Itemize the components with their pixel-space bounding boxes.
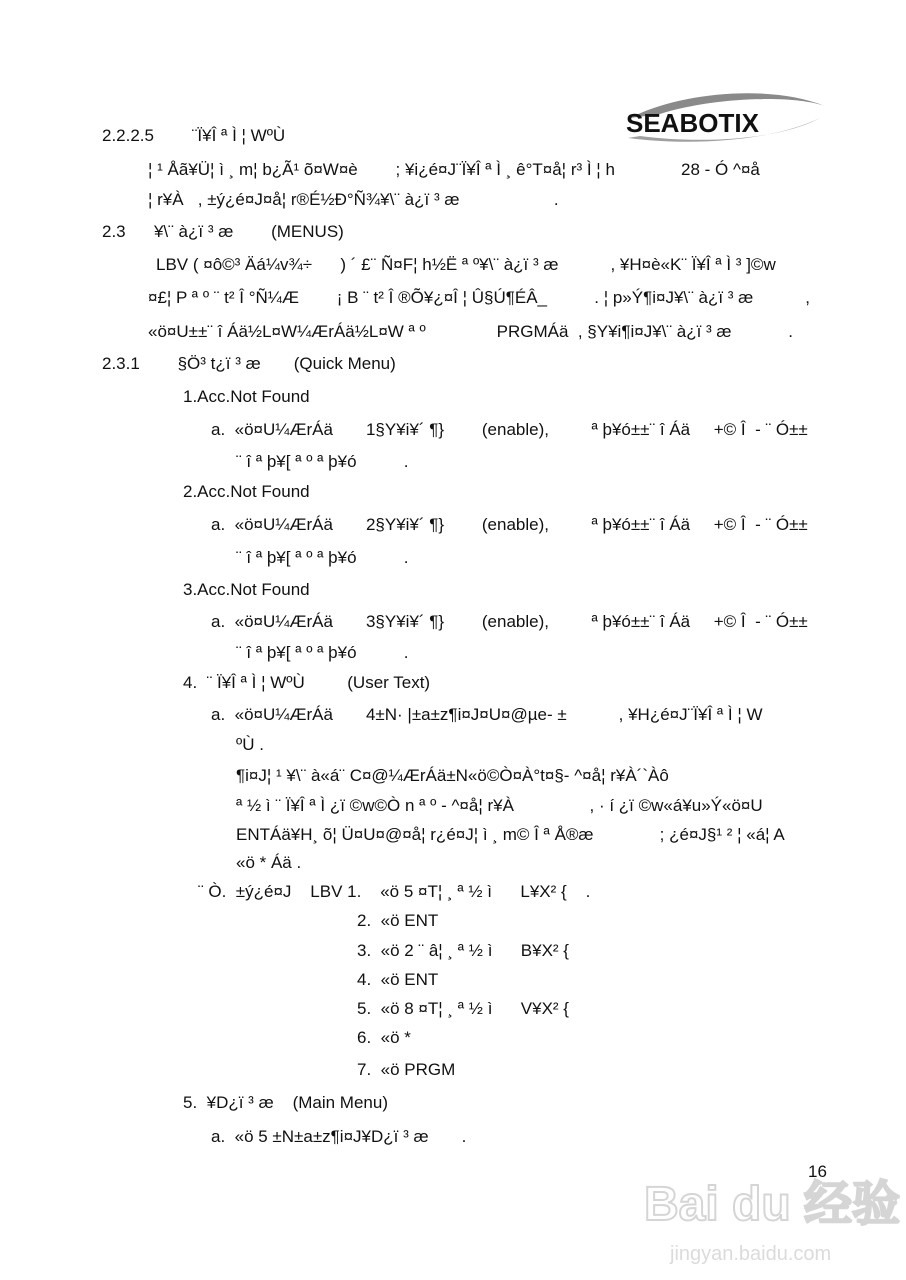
list-item: ºÙ . <box>236 735 264 754</box>
list-item: ¨ î ª þ¥[ ª º ª þ¥ó . <box>236 548 409 567</box>
svg-text:Bai du 经验: Bai du 经验 <box>644 1178 901 1231</box>
page-number: 16 <box>808 1162 827 1181</box>
paragraph-line: «ö¤U±±¨ î Áä½L¤W¼ÆrÁä½L¤W ª º PRGMÁä , §Y¥i¶i¤J¥\¨ à¿ï ³ æ . <box>148 322 793 341</box>
list-item: a. «ö¤U¼ÆrÁä 3§Y¥i¥´ ¶} (enable), ª þ¥ó±±¨ î Áä +© Î - ¨ Ó±± <box>211 612 808 631</box>
svg-text:jingyan.baidu.com: jingyan.baidu.com <box>670 1243 832 1265</box>
baidu-watermark <box>640 1158 901 1268</box>
paragraph-line: LBV ( ¤ô©³ Äá¼v¾÷ ) ´ £¨ Ñ¤F¦ h½Ë ª º¥\¨ à¿ï ³ æ , ¥H¤è«K¨ Ï¥Î ª Ì ³ ]©w <box>156 255 776 274</box>
example-step: 4. «ö ENT <box>357 970 439 989</box>
paragraph-line: ¦ r¥À , ±ý¿é¤J¤å¦ r®É½Ð°Ñ¾¥\¨ à¿ï ³ æ . <box>148 190 559 209</box>
list-item: a. «ö¤U¼ÆrÁä 4±N· |±a±z¶i¤J¤U¤@µe- ± , ¥H¿é¤J¨Ï¥Î ª Ì ¦ W <box>211 705 763 724</box>
list-item: a. «ö¤U¼ÆrÁä 2§Y¥i¥´ ¶} (enable), ª þ¥ó±±¨ î Áä +© Î - ¨ Ó±± <box>211 515 808 534</box>
paragraph-line: ¤£¦ P ª º ¨ t² Î °Ñ¼Æ ¡ B ¨ t² Î ®Õ¥¿¤Î ¦ Û§Ú¶ÉÂ_ . ¦ p»Ý¶i¤J¥\¨ à¿ï ³ æ , <box>148 288 810 307</box>
seabotix-logo <box>620 88 830 148</box>
example-step: 3. «ö 2 ¨ â¦ ¸ ª ½ ì B¥X² { <box>357 941 569 960</box>
example-line: ¨ Ò. ±ý¿é¤J LBV 1. «ö 5 ¤T¦ ¸ ª ½ ì L¥X² { . <box>198 882 591 901</box>
svg-text:SEABOTIX: SEABOTIX <box>626 108 759 138</box>
list-item: ¶i¤J¦ ¹ ¥\¨ à«á¨ C¤@¼ÆrÁä±N«ö©Ò¤À°t¤§- ^¤å¦ r¥À´`Àô <box>236 766 669 785</box>
list-item: 2.Acc.Not Found <box>183 482 310 501</box>
list-item: 1.Acc.Not Found <box>183 387 310 406</box>
list-item: 4. ¨ Ï¥Î ª Ì ¦ WºÙ (User Text) <box>183 673 431 692</box>
list-item: ¨ î ª þ¥[ ª º ª þ¥ó . <box>236 643 409 662</box>
heading-2-3: 2.3 ¥\¨ à¿ï ³ æ (MENUS) <box>102 222 344 241</box>
list-item: 5. ¥D¿ï ³ æ (Main Menu) <box>183 1093 388 1112</box>
list-item: 3.Acc.Not Found <box>183 580 310 599</box>
heading-2-3-1: 2.3.1 §Ö³ t¿ï ³ æ (Quick Menu) <box>102 354 396 373</box>
list-item: ENTÁä¥H¸ õ¦ Ü¤U¤@¤å¦ r¿é¤J¦ ì ¸ m© Î ª Å®æ ; ¿é¤J§¹ ² ¦ «á¦ A <box>236 825 785 844</box>
list-item: a. «ö¤U¼ÆrÁä 1§Y¥i¥´ ¶} (enable), ª þ¥ó±±¨ î Áä +© Î - ¨ Ó±± <box>211 420 808 439</box>
list-item: ª ½ ì ¨ Ï¥Î ª Ì ¿ï ©w©Ò n ª º - ^¤å¦ r¥À , · í ¿ï ©w«á¥u»Ý«ö¤U <box>236 796 763 815</box>
example-step: 5. «ö 8 ¤T¦ ¸ ª ½ ì V¥X² { <box>357 999 569 1018</box>
example-step: 7. «ö PRGM <box>357 1060 456 1079</box>
heading-2-2-2-5: 2.2.2.5 ¨Ï¥Î ª Ì ¦ WºÙ <box>102 126 286 145</box>
list-item: ¨ î ª þ¥[ ª º ª þ¥ó . <box>236 452 409 471</box>
example-step: 6. «ö * <box>357 1028 411 1047</box>
paragraph-line: ¦ ¹ Åã¥Ü¦ ì ¸ m¦ b¿Ã¹ õ¤W¤è ; ¥i¿é¤J¨Ï¥Î ª Ì ¸ ê°T¤å¦ r³ Ì ¦ h 28 - Ó ^¤å <box>148 160 760 179</box>
list-item: a. «ö 5 ±N±a±z¶i¤J¥D¿ï ³ æ . <box>211 1127 467 1146</box>
example-step: 2. «ö ENT <box>357 911 439 930</box>
list-item: «ö * Áä . <box>236 853 302 872</box>
